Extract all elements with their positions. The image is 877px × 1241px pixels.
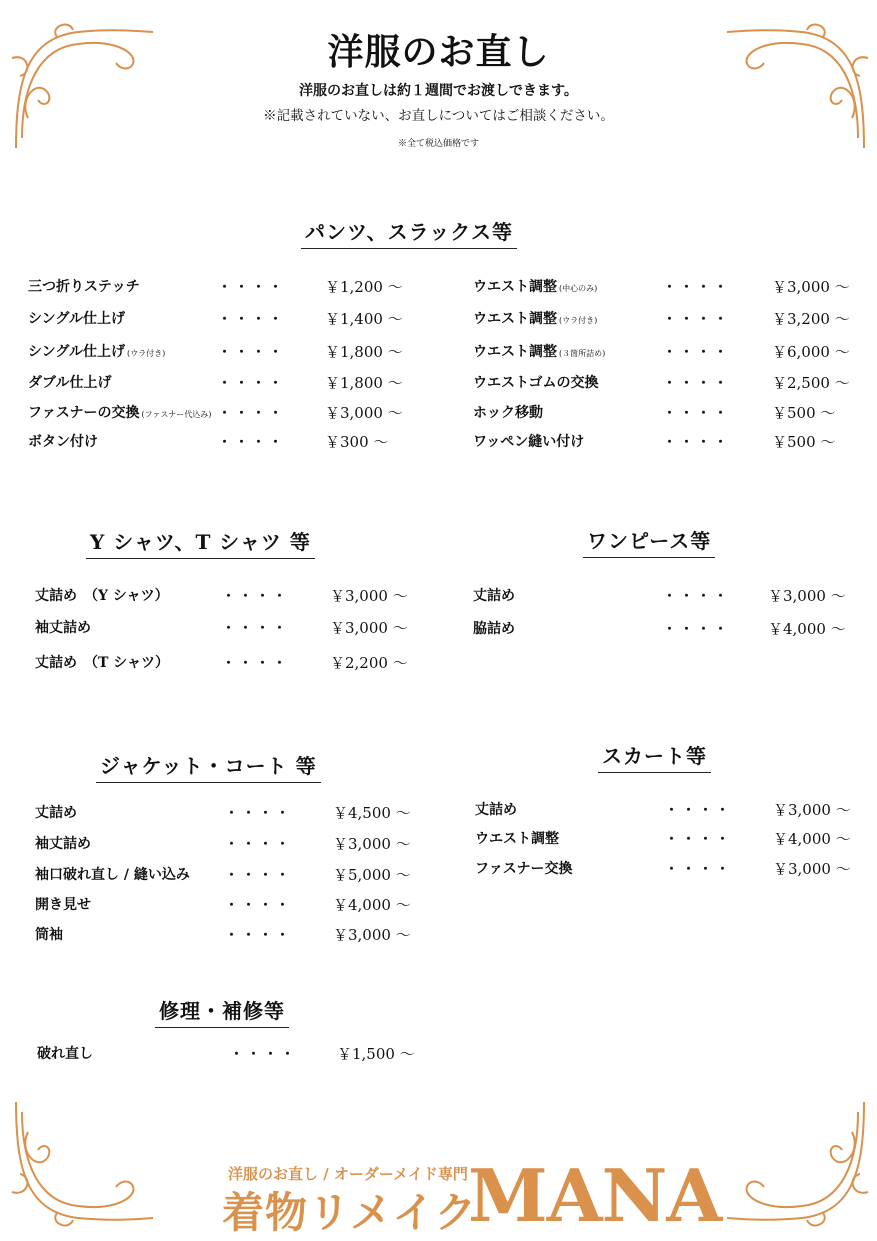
page-title: 洋服のお直し: [327, 31, 550, 73]
corner-ornament-icon: [722, 18, 872, 158]
leader-dots: ・・・・: [663, 435, 732, 450]
leader-dots: ・・・・: [222, 656, 291, 671]
item-label: [473, 276, 597, 296]
leader-dots: ・・・・: [663, 406, 732, 421]
leader-dots: ・・・・: [225, 837, 294, 852]
item-name: ウエスト調整: [473, 344, 557, 360]
leader-dots: ・・・・: [663, 589, 732, 604]
leader-dots: ・・・・: [218, 312, 287, 327]
item-price: ￥3,000 ～: [330, 619, 408, 637]
item-price: ￥4,000 ～: [773, 830, 851, 848]
item-label: [28, 372, 111, 392]
item-name: 丈詰め （T シャツ）: [35, 655, 170, 671]
item-label: [473, 585, 515, 605]
section-heading-onepiece: ワンピース等: [583, 525, 715, 558]
leader-dots: ・・・・: [218, 406, 287, 421]
leader-dots: ・・・・: [225, 806, 294, 821]
leader-dots: ・・・・: [663, 280, 732, 295]
corner-ornament-icon: [722, 1092, 872, 1232]
item-name: ウエスト調整: [475, 831, 559, 847]
item-price: ￥3,000 ～: [330, 587, 408, 605]
item-name: 丈詰め （Y シャツ）: [35, 588, 169, 604]
item-price: ￥500 ～: [772, 404, 836, 422]
item-note: (ファスナー代込み): [141, 410, 212, 419]
item-label: [35, 617, 91, 637]
item-price: ￥300 ～: [325, 433, 389, 451]
item-name: シングル仕上げ: [28, 311, 125, 327]
item-price: ￥1,800 ～: [325, 343, 403, 361]
subtitle: 洋服のお直しは約１週間でお渡しできます。: [299, 83, 578, 99]
item-label: [28, 431, 98, 451]
section-heading-jacket: ジャケット・コート 等: [96, 750, 321, 783]
item-price: ￥4,500 ～: [333, 804, 411, 822]
item-price: ￥4,000 ～: [768, 620, 846, 638]
item-name: ファスナーの交換: [28, 405, 140, 421]
item-label: [473, 431, 584, 451]
brand-tagline: 洋服のお直し / オーダーメイド専門: [228, 1165, 468, 1183]
item-price: ￥500 ～: [772, 433, 836, 451]
leader-dots: ・・・・: [665, 862, 734, 877]
leader-dots: ・・・・: [218, 345, 287, 360]
item-label: [473, 341, 605, 361]
item-name: 筒袖: [35, 927, 63, 943]
item-label: [28, 341, 165, 361]
item-name: 破れ直し: [37, 1046, 93, 1062]
item-name: 丈詰め: [475, 802, 517, 818]
item-note: (ウラ付き): [126, 349, 166, 358]
consult-note: ※記載されていない、お直しについてはご相談ください。: [263, 108, 614, 124]
item-name: ダブル仕上げ: [28, 375, 112, 391]
section-heading-skirt: スカート等: [598, 740, 711, 773]
item-label: [28, 276, 140, 296]
tax-note: ※全て税込価格です: [397, 139, 479, 149]
item-price: ￥3,000 ～: [768, 587, 846, 605]
item-name: 開き見せ: [35, 897, 91, 913]
item-name: ホック移動: [473, 405, 543, 421]
item-label: [473, 402, 543, 422]
leader-dots: ・・・・: [663, 622, 732, 637]
section-heading-pants: パンツ、スラックス等: [301, 216, 517, 249]
item-name: ウエスト調整: [473, 279, 557, 295]
item-label: [35, 652, 169, 672]
item-price: ￥3,000 ～: [773, 801, 851, 819]
item-name: ボタン付け: [28, 434, 98, 450]
leader-dots: ・・・・: [665, 803, 734, 818]
leader-dots: ・・・・: [663, 345, 732, 360]
brand-name: 着物リメイク: [222, 1188, 478, 1237]
item-price: ￥6,000 ～: [772, 343, 850, 361]
leader-dots: ・・・・: [225, 898, 294, 913]
item-price: ￥5,000 ～: [333, 866, 411, 884]
item-label: [35, 894, 91, 914]
item-price: ￥1,400 ～: [325, 310, 403, 328]
item-price: ￥1,200 ～: [325, 278, 403, 296]
item-price: ￥2,200 ～: [330, 654, 408, 672]
item-name: ウエスト調整: [473, 311, 557, 327]
item-label: [35, 802, 77, 822]
item-price: ￥3,000 ～: [325, 404, 403, 422]
item-label: [473, 618, 515, 638]
item-label: [35, 585, 169, 605]
item-name: 袖口破れ直し / 縫い込み: [35, 867, 190, 883]
item-label: [35, 864, 190, 884]
item-label: [473, 308, 597, 328]
section-heading-shirts: Y シャツ、T シャツ 等: [86, 526, 315, 559]
leader-dots: ・・・・: [663, 376, 732, 391]
item-name: ウエストゴムの交換: [473, 375, 599, 391]
item-price: ￥3,000 ～: [333, 835, 411, 853]
leader-dots: ・・・・: [225, 928, 294, 943]
item-name: 袖丈詰め: [35, 620, 91, 636]
item-note: (中心のみ): [559, 284, 598, 293]
leader-dots: ・・・・: [663, 312, 732, 327]
item-label: [475, 858, 572, 878]
item-price: ￥2,500 ～: [772, 374, 850, 392]
item-label: [28, 308, 125, 328]
item-price: ￥3,000 ～: [333, 926, 411, 944]
brand-logo: MANA: [468, 1153, 722, 1238]
item-label: [35, 924, 63, 944]
leader-dots: ・・・・: [225, 868, 294, 883]
item-label: [28, 402, 211, 422]
item-name: 脇詰め: [473, 621, 515, 637]
item-label: [37, 1043, 93, 1063]
leader-dots: ・・・・: [222, 589, 291, 604]
leader-dots: ・・・・: [222, 621, 291, 636]
item-price: ￥3,000 ～: [773, 860, 851, 878]
item-name: 三つ折りステッチ: [28, 279, 140, 295]
item-name: ファスナー交換: [475, 861, 573, 877]
leader-dots: ・・・・: [230, 1047, 299, 1062]
leader-dots: ・・・・: [218, 435, 287, 450]
item-label: [35, 833, 91, 853]
corner-ornament-icon: [8, 1092, 158, 1232]
leader-dots: ・・・・: [218, 376, 287, 391]
section-heading-repair: 修理・補修等: [155, 995, 289, 1028]
item-name: 丈詰め: [473, 588, 515, 604]
corner-ornament-icon: [8, 18, 158, 158]
item-label: [475, 828, 559, 848]
item-price: ￥3,000 ～: [772, 278, 850, 296]
item-name: 丈詰め: [35, 805, 77, 821]
item-name: ワッペン縫い付け: [473, 434, 585, 450]
item-price: ￥1,800 ～: [325, 374, 403, 392]
item-label: [475, 799, 517, 819]
item-name: 袖丈詰め: [35, 836, 91, 852]
item-note: (ウラ付き): [559, 316, 598, 325]
item-label: [473, 372, 598, 392]
leader-dots: ・・・・: [218, 280, 287, 295]
item-price: ￥1,500 ～: [337, 1045, 415, 1063]
item-price: ￥4,000 ～: [333, 896, 411, 914]
leader-dots: ・・・・: [665, 832, 734, 847]
item-price: ￥3,200 ～: [772, 310, 850, 328]
item-note: (３箇所詰め): [559, 349, 606, 358]
item-name: シングル仕上げ: [28, 344, 125, 360]
